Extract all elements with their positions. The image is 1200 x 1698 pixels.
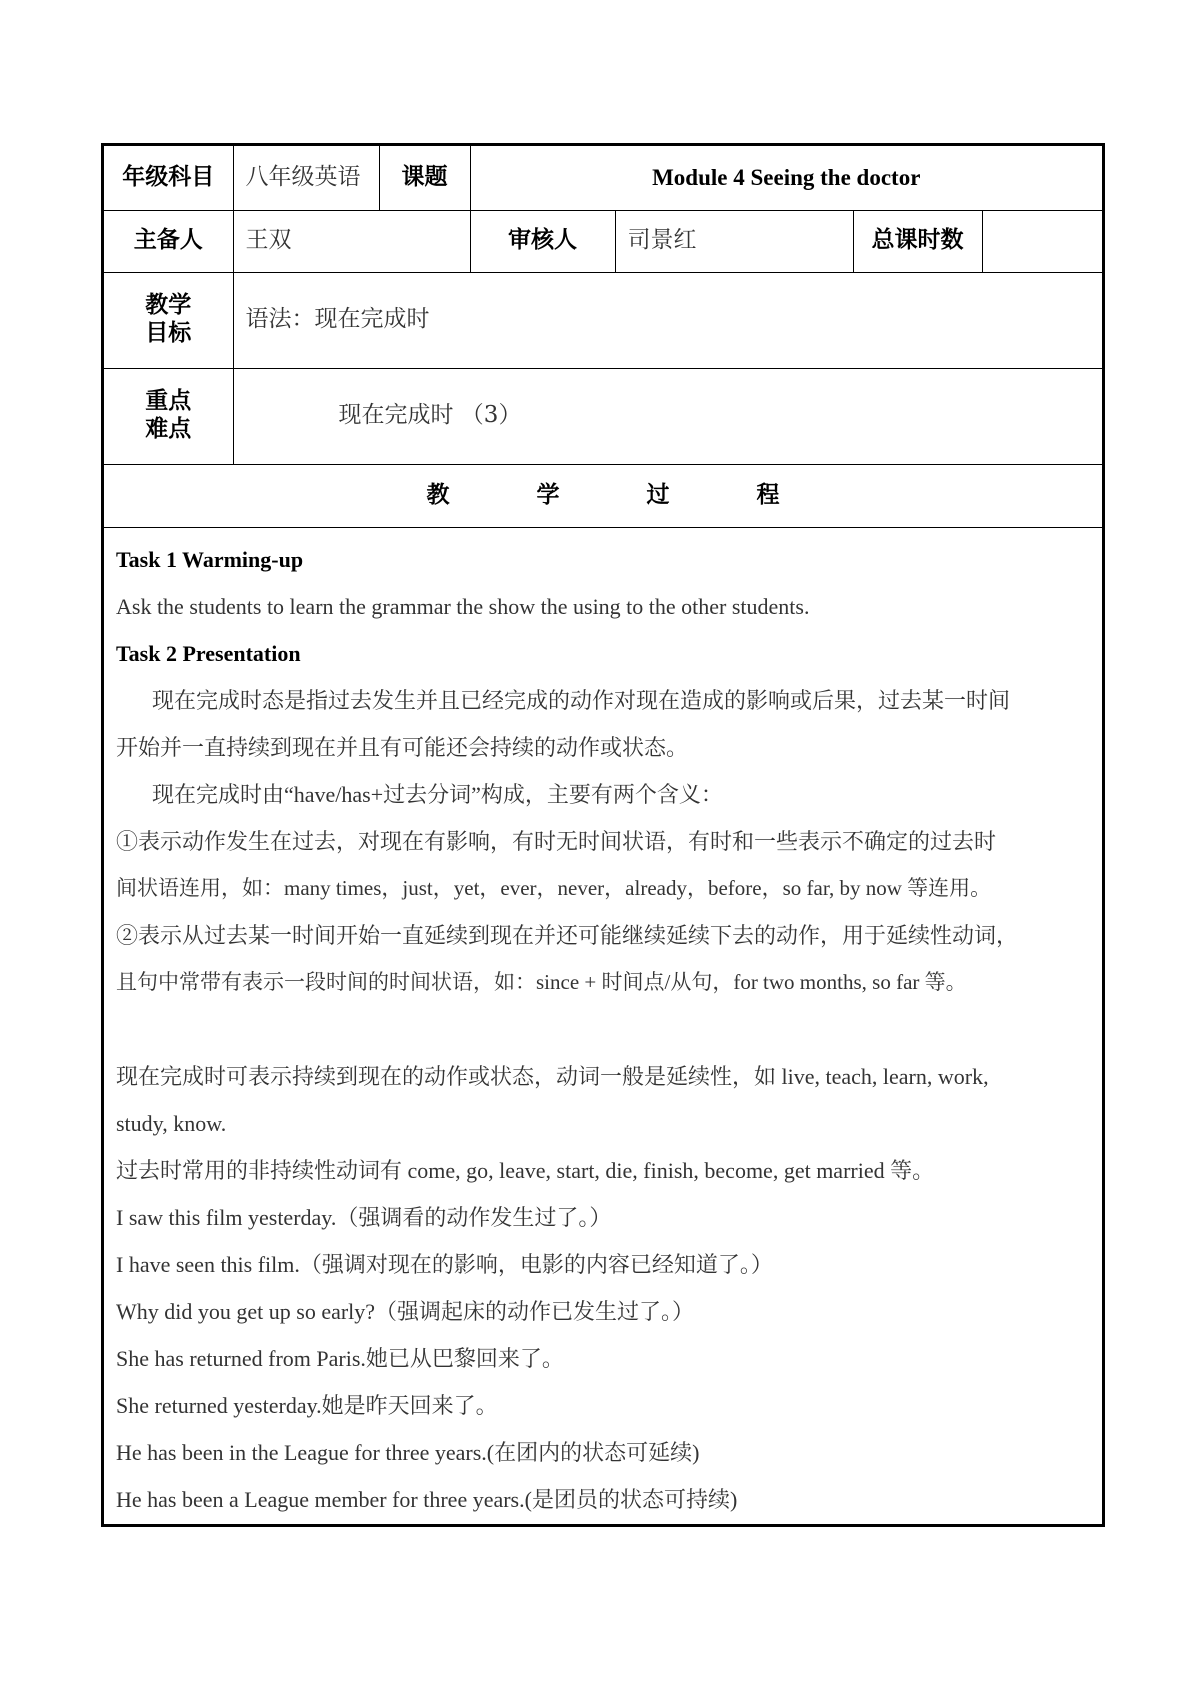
row-preparer-reviewer <box>104 210 1102 272</box>
keypoint-value: 现在完成时 （3） <box>233 368 1102 464</box>
content-line: 现在完成时可表示持续到现在的动作或状态，动词一般是延续性，如 live, teach, learn, work, <box>116 1063 989 1089</box>
teaching-process-content <box>104 528 1102 1523</box>
content-line: 现在完成时态是指过去发生并且已经完成的动作对现在造成的影响或后果，过去某一时间 <box>152 687 1011 713</box>
grade-subject-label: 年级科目 <box>104 146 233 210</box>
process-char-1: 教 <box>426 481 450 508</box>
content-line: ①表示动作发生在过去，对现在有影响，有时无时间状语，有时和一些表示不确定的过去时 <box>116 828 997 854</box>
lesson-header-table <box>104 146 1102 528</box>
row-objective <box>104 272 1102 368</box>
content-line: 开始并一直持续到现在并且有可能还会持续的动作或状态。 <box>116 734 689 760</box>
reviewer-label: 审核人 <box>470 210 615 272</box>
topic-value: Module 4 Seeing the doctor <box>470 146 1102 210</box>
content-line: Why did you get up so early?（强调起床的动作已发生过了。） <box>116 1298 695 1324</box>
row-grade-topic <box>104 146 1102 210</box>
content-line: She has returned from Paris.她已从巴黎回来了。 <box>116 1345 564 1371</box>
keypoint-label-line-1: 重点 <box>145 388 192 415</box>
task1-title: Task 1 Warming-up <box>116 546 304 572</box>
content-line: ②表示从过去某一时间开始一直延续到现在并还可能继续延续下去的动作，用于延续性动词， <box>116 922 1019 948</box>
objective-value: 语法：现在完成时 <box>233 272 1102 368</box>
content-line: He has been in the League for three years.(在团内的状态可延续) <box>116 1439 700 1465</box>
content-line: She returned yesterday.她是昨天回来了。 <box>116 1392 498 1418</box>
content-line: I saw this film yesterday.（强调看的动作发生过了。） <box>116 1204 612 1230</box>
keypoint-label-line-2: 难点 <box>145 416 192 442</box>
objective-label-line-1: 教学 <box>145 292 192 319</box>
process-heading <box>104 464 1102 527</box>
keypoint-label <box>104 368 233 464</box>
objective-label-line-2: 目标 <box>145 320 192 346</box>
process-char-3: 过 <box>646 481 670 508</box>
preparer-value: 王双 <box>233 210 470 272</box>
content-line: He has been a League member for three years.(是团员的状态可持续) <box>116 1486 738 1512</box>
content-line: 且句中常带有表示一段时间的时间状语，如：since + 时间点/从句，for two months, so far 等。 <box>116 969 967 994</box>
process-char-2: 学 <box>536 481 560 508</box>
objective-label <box>104 272 233 368</box>
lesson-plan-sheet <box>101 143 1105 1527</box>
task2-title: Task 2 Presentation <box>116 640 301 666</box>
grade-subject-value: 八年级英语 <box>233 146 379 210</box>
total-hours-value <box>982 210 1102 272</box>
total-hours-label: 总课时数 <box>853 210 982 272</box>
content-line: 过去时常用的非持续性动词有 come, go, leave, start, die, finish, become, get married 等。 <box>116 1157 935 1183</box>
blank-line <box>116 1006 1092 1053</box>
content-line: 现在完成时由“have/has+过去分词”构成，主要有两个含义： <box>152 781 723 807</box>
preparer-label: 主备人 <box>104 210 233 272</box>
content-line: I have seen this film.（强调对现在的影响，电影的内容已经知道了。） <box>116 1251 773 1277</box>
topic-label: 课题 <box>379 146 470 210</box>
content-line: study, know. <box>116 1110 227 1136</box>
process-char-4: 程 <box>756 481 780 508</box>
task1-text: Ask the students to learn the grammar the show the using to the other students. <box>116 593 810 619</box>
reviewer-value: 司景红 <box>615 210 853 272</box>
row-keypoint <box>104 368 1102 464</box>
row-process-heading <box>104 464 1102 527</box>
content-line: 间状语连用，如：many times，just，yet，ever，never，already，before，so far, by now 等连用。 <box>116 875 992 900</box>
